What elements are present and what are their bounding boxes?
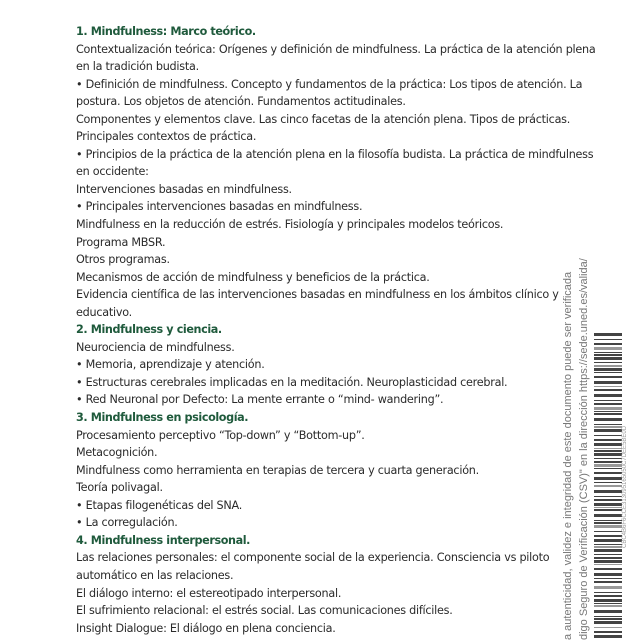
barcode-bar xyxy=(594,564,622,565)
section-heading: 1. Mindfulness: Marco teórico. xyxy=(76,25,256,38)
text-line: El diálogo interno: el estereotipado interpersonal. xyxy=(76,586,342,600)
barcode-bar xyxy=(594,610,622,613)
barcode-bar xyxy=(594,362,622,363)
text-line: • Definición de mindfulness. Concepto y fundamentos de la práctica: Los tipos de atención. La xyxy=(76,77,583,91)
barcode-bar xyxy=(594,627,622,628)
barcode-bar xyxy=(594,616,622,617)
text-line: Componentes y elementos clave. Las cinco facetas de la atención plena. Tipos de prácticas. xyxy=(76,112,571,126)
barcode-bar xyxy=(594,520,622,521)
barcode-bar xyxy=(594,411,622,412)
text-line: postura. Los objetos de atención. Fundamentos actitudinales. xyxy=(76,95,406,109)
barcode-bar xyxy=(594,368,622,371)
barcode-bar xyxy=(594,453,622,456)
text-line: Intervenciones basadas en mindfulness. xyxy=(76,182,292,196)
text-line: Teoría polivagal. xyxy=(76,481,163,495)
barcode-bar xyxy=(594,477,622,480)
csv-notice-line-1: a autenticidad, validez e integridad de este documento puede ser verificada xyxy=(562,271,574,640)
text-line: automático en las relaciones. xyxy=(76,568,234,582)
barcode-bar xyxy=(594,413,622,415)
barcode-bar xyxy=(594,635,622,638)
section-heading: 4. Mindfulness interpersonal. xyxy=(76,533,251,547)
barcode-bar xyxy=(594,333,622,336)
barcode-bar xyxy=(594,468,622,469)
text-line: Principales contextos de práctica. xyxy=(76,130,257,144)
barcode-bar xyxy=(594,539,622,542)
barcode-bar xyxy=(594,472,622,474)
barcode-bar xyxy=(594,403,622,405)
barcode-bar xyxy=(594,586,622,589)
text-line: educativo. xyxy=(76,305,132,319)
barcode-bar xyxy=(594,482,622,483)
barcode-bar xyxy=(594,372,622,373)
barcode-bar xyxy=(594,426,622,428)
barcode-bar xyxy=(594,535,622,537)
barcode-bar xyxy=(594,400,622,401)
barcode-bar xyxy=(594,464,622,467)
text-line: en occidente: xyxy=(76,165,149,179)
text-line: • Red Neuronal por Defecto: La mente errante o “mind- wandering”. xyxy=(76,393,444,407)
text-line: • Principios de la práctica de la atención plena en la filosofía budista. La práctica de mindfulness xyxy=(76,147,594,161)
barcode-bar xyxy=(594,435,622,436)
barcode-bar xyxy=(594,458,622,459)
barcode-bar xyxy=(594,605,622,607)
barcode-bar xyxy=(594,595,622,597)
barcode-bar xyxy=(594,443,622,446)
barcode-bar xyxy=(594,514,622,517)
text-line: Las relaciones personales: el componente social de la experiencia. Consciencia vs piloto xyxy=(76,551,550,565)
barcode-bar xyxy=(594,557,622,559)
barcode-bar xyxy=(594,568,622,570)
text-line: Evidencia científica de las intervenciones basadas en mindfulness en los ámbitos clínico y xyxy=(76,288,559,302)
barcode-bar xyxy=(594,352,622,353)
text-line: Otros programas. xyxy=(76,253,170,267)
barcode-bar xyxy=(594,389,622,391)
barcode-bar xyxy=(594,581,622,583)
text-line: Programa MBSR. xyxy=(76,235,166,249)
text-line: • Etapas filogenéticas del SNA. xyxy=(76,498,243,512)
section-heading: 2. Mindfulness y ciencia. xyxy=(76,323,222,337)
barcode-bar xyxy=(594,461,622,463)
csv-notice-line-2: digo Seguro de Verificación (CSV)" en la dirección https://sede.uned.es/valida/ xyxy=(578,258,590,640)
csv-code: CBC4B6F6CCE313095165050C7DEE5BE0D xyxy=(622,425,628,548)
barcode-bar xyxy=(594,407,622,410)
text-line: Insight Dialogue: El diálogo en plena conciencia. xyxy=(76,621,336,635)
barcode-bar xyxy=(594,365,622,367)
text-line: Contextualización teórica: Orígenes y definición de mindfulness. La práctica de la atención plena xyxy=(76,42,596,56)
text-line: en la tradición budista. xyxy=(76,60,199,74)
text-line: • La corregulación. xyxy=(76,516,178,530)
barcode-bar xyxy=(594,376,622,378)
barcode-bar xyxy=(594,531,622,532)
barcode-bar xyxy=(594,347,622,350)
barcode-bar xyxy=(594,485,622,487)
barcode-bar xyxy=(594,450,622,452)
barcode-bar xyxy=(594,386,622,387)
barcode-bar xyxy=(594,394,622,397)
barcode-bar xyxy=(594,381,622,384)
barcode-bar xyxy=(594,439,622,441)
barcode-bar xyxy=(594,525,622,528)
barcode-bar xyxy=(594,560,622,563)
barcode-bar xyxy=(594,603,622,604)
text-line: • Principales intervenciones basadas en mindfulness. xyxy=(76,200,363,214)
barcode-bar xyxy=(594,429,622,432)
barcode-bar xyxy=(594,509,622,511)
barcode-bar xyxy=(594,546,622,548)
text-line: El sufrimiento relacional: el estrés social. Las comunicaciones difíciles. xyxy=(76,604,453,618)
text-line: Mindfulness como herramienta en terapias de tercera y cuarta generación. xyxy=(76,463,479,477)
barcode-bar xyxy=(594,496,622,497)
barcode-bar xyxy=(594,544,622,545)
barcode-bar xyxy=(594,578,622,579)
barcode-bar xyxy=(594,507,622,508)
barcode-bar xyxy=(594,490,622,493)
barcode-bar xyxy=(594,522,622,524)
barcode-bar xyxy=(594,599,622,602)
barcode-bar xyxy=(594,499,622,501)
text-line: Mindfulness en la reducción de estrés. Fisiología y principales modelos teóricos. xyxy=(76,218,504,232)
text-line: • Memoria, aprendizaje y atención. xyxy=(76,358,265,372)
barcode-bar xyxy=(594,554,622,555)
barcode-bar xyxy=(594,618,622,620)
barcode-bar xyxy=(594,621,622,624)
barcode-bar xyxy=(594,357,622,360)
section-heading: 3. Mindfulness en psicología. xyxy=(76,411,249,425)
text-line: Mecanismos de acción de mindfulness y beneficios de la práctica. xyxy=(76,270,430,284)
barcode-bar xyxy=(594,418,622,421)
barcode-bar xyxy=(594,573,622,576)
barcode-bar xyxy=(594,354,622,356)
barcode-bar xyxy=(594,343,622,345)
barcode-bar xyxy=(594,424,622,425)
text-line: Neurociencia de mindfulness. xyxy=(76,340,235,354)
text-line: Procesamiento perceptivo “Top-down” y “Bottom-up”. xyxy=(76,428,365,442)
barcode-bar xyxy=(594,549,622,552)
barcode-bar xyxy=(594,339,622,340)
text-line: Metacognición. xyxy=(76,446,158,460)
barcode-bar xyxy=(594,503,622,506)
text-line: • Estructuras cerebrales implicadas en la meditación. Neuroplasticidad cerebral. xyxy=(76,375,508,389)
barcode-bar xyxy=(594,631,622,633)
barcode-bar xyxy=(594,592,622,593)
barcode xyxy=(594,333,622,640)
barcode-bar xyxy=(594,448,622,449)
